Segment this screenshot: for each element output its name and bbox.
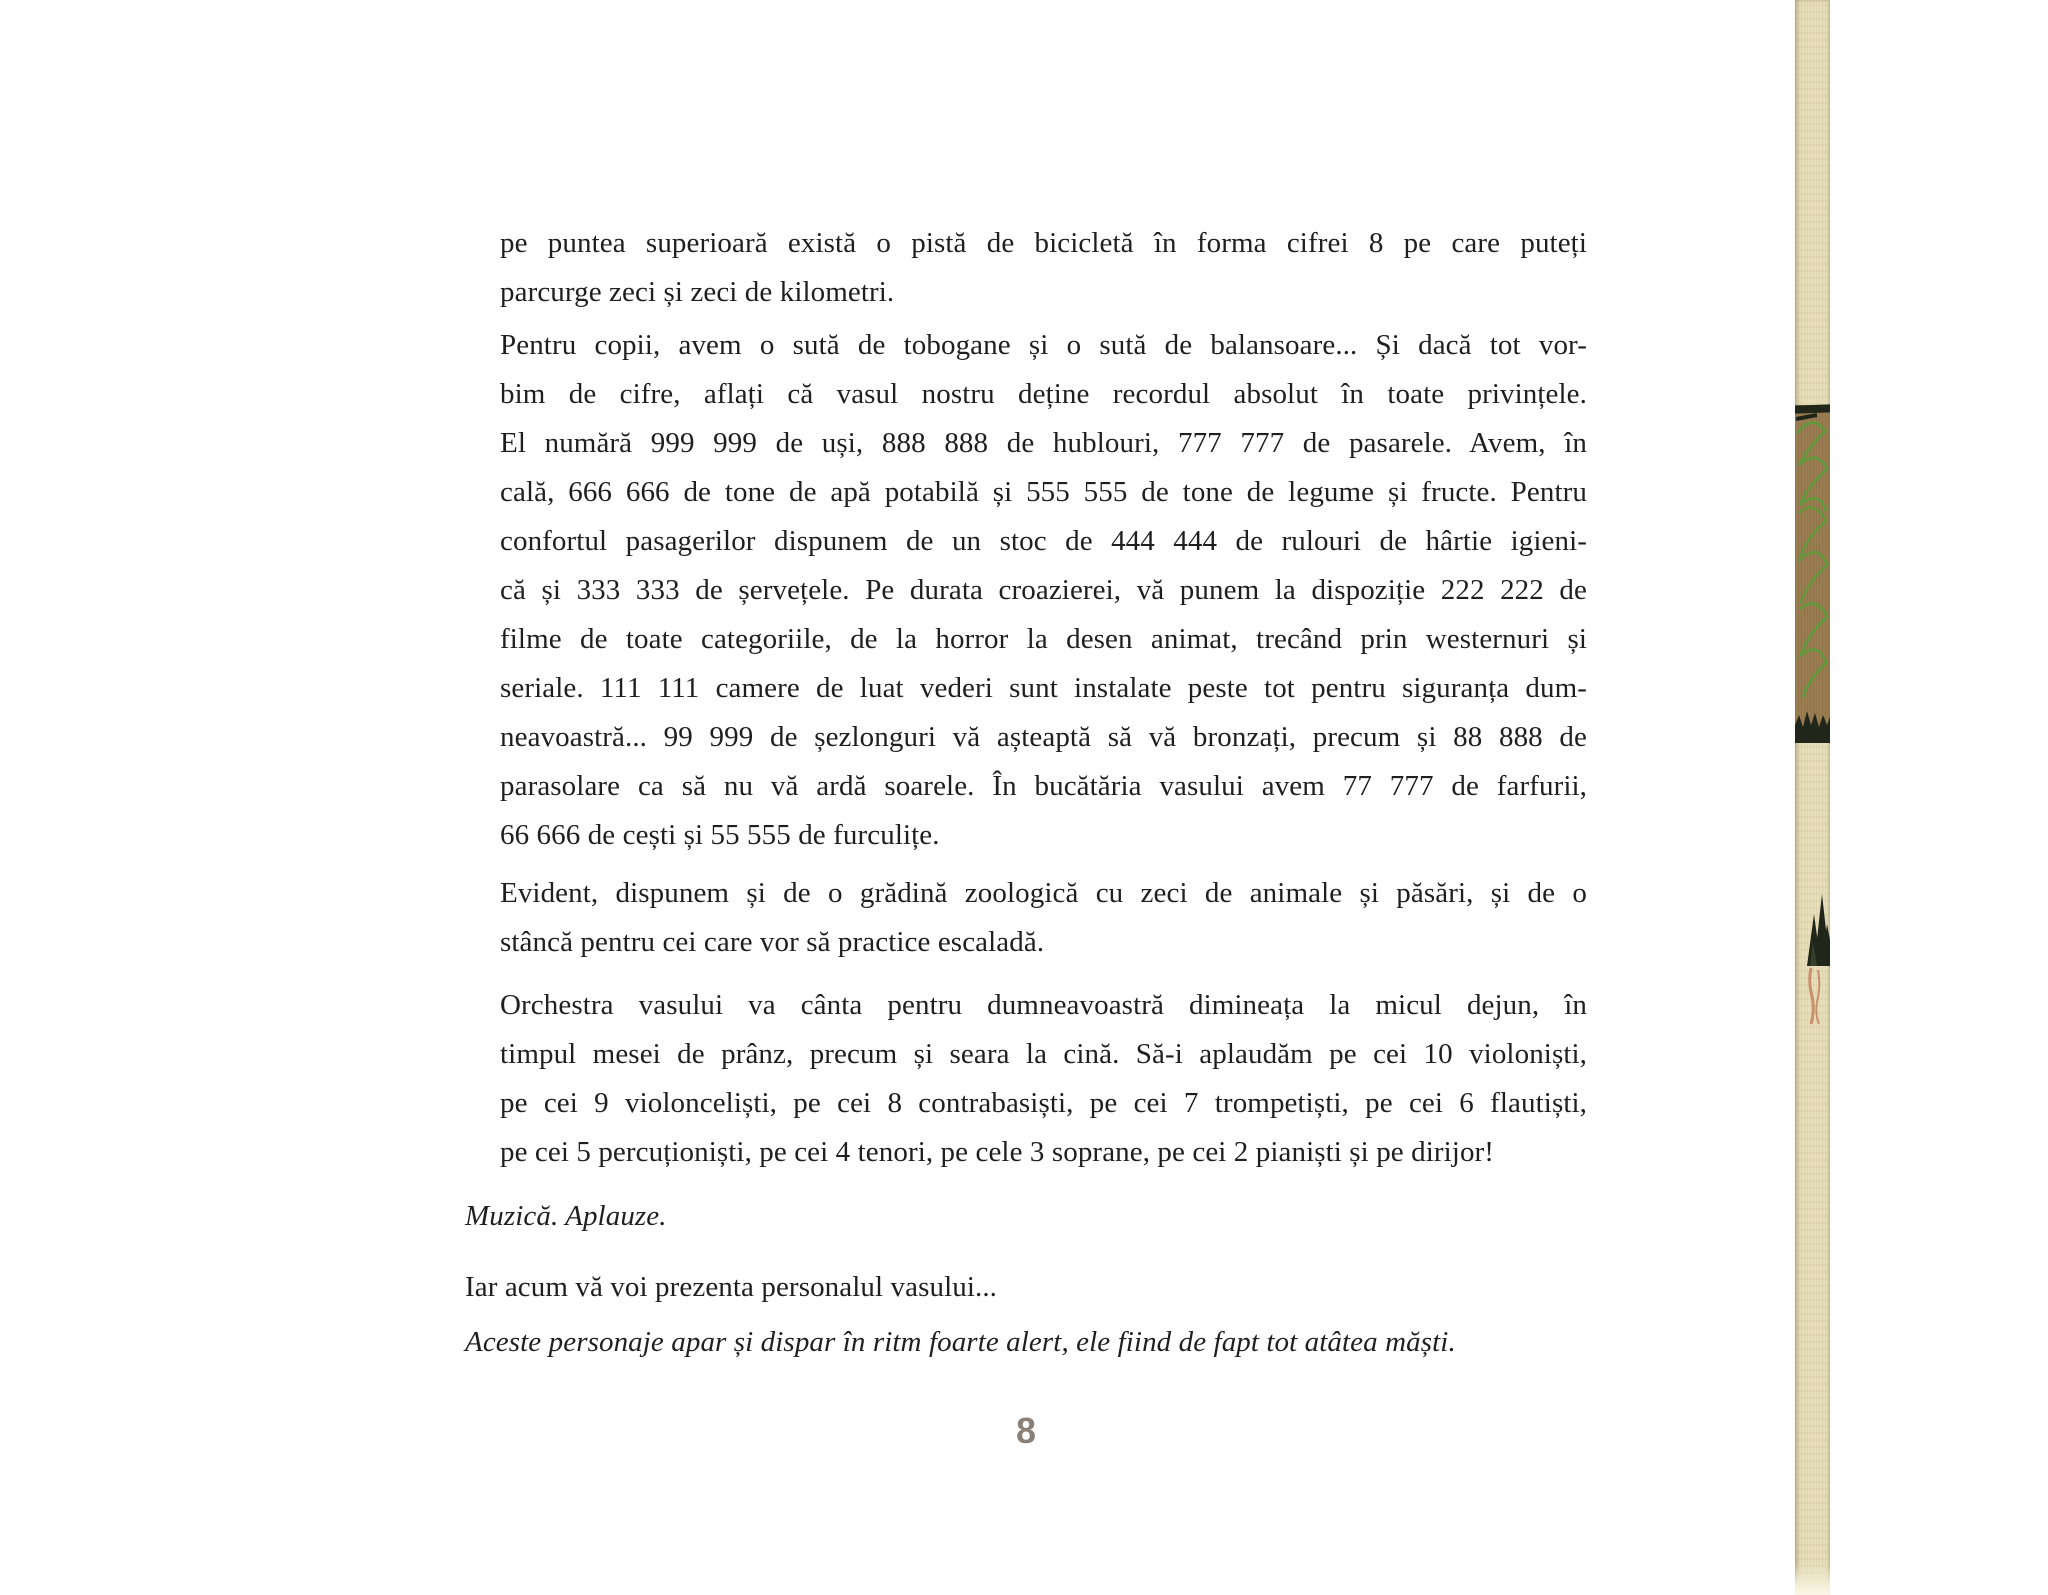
- text-line: Muzică. Aplauze.: [465, 1200, 667, 1232]
- text-line: neavoastră... 99 999 de șezlonguri vă așteaptă să vă bronzați, precum și 88 888 de: [500, 721, 1587, 753]
- text-line: Iar acum vă voi prezenta personalul vasului...: [465, 1271, 998, 1303]
- page-edge-strip: [1795, 0, 1830, 1595]
- text-line: că și 333 333 de șervețele. Pe durata croazierei, vă punem la dispoziție 222 222 de: [500, 574, 1587, 606]
- page-number: 8: [1015, 1410, 1037, 1451]
- paper-edge-bottom-highlight: [1795, 1563, 1830, 1595]
- text-line: timpul mesei de prânz, precum și seara la cină. Să-i aplaudăm pe cei 10 violoniști,: [500, 1038, 1587, 1070]
- text-line: Aceste personaje apar și dispar în ritm foarte alert, ele fiind de fapt tot atâtea măști.: [465, 1326, 1456, 1358]
- text-line: parasolare ca să nu vă ardă soarele. În bucătăria vasului avem 77 777 de farfurii,: [500, 770, 1587, 802]
- paragraph: [465, 1263, 1587, 1312]
- text-line: pe puntea superioară există o pistă de bicicletă în forma cifrei 8 pe care puteți: [500, 227, 1587, 259]
- text-line: Orchestra vasului va cânta pentru dumneavoastră dimineața la micul dejun, în: [500, 989, 1587, 1021]
- text-block: [465, 219, 1587, 1367]
- paragraph: [465, 1318, 1587, 1367]
- text-line: seriale. 111 111 camere de luat vederi sunt instalate peste tot pentru siguranța dum-: [500, 672, 1587, 704]
- illustration-bottom-border: [1795, 703, 1830, 743]
- text-line: 66 666 de cești și 55 555 de furculițe.: [500, 819, 940, 851]
- text-line: filme de toate categoriile, de la horror la desen animat, trecând prin westernuri și: [500, 623, 1587, 655]
- green-scribbles-illustration: [1795, 413, 1830, 703]
- text-line: pe cei 5 percuționiști, pe cei 4 tenori, pe cele 3 soprane, pe cei 2 pianiști și pe dirijor!: [500, 1136, 1495, 1168]
- paragraph: [465, 219, 1587, 317]
- paragraph: [465, 1192, 1587, 1241]
- text-line: cală, 666 666 de tone de apă potabilă și 555 555 de tone de legume și fructe. Pentru: [500, 476, 1587, 508]
- paragraph: [465, 869, 1587, 967]
- text-line: stâncă pentru cei care vor să practice escaladă.: [500, 926, 1045, 958]
- text-line: parcurge zeci și zeci de kilometri.: [500, 276, 895, 308]
- tree-silhouettes-illustration: [1795, 880, 1830, 966]
- text-line: Pentru copii, avem o sută de tobogane și o sută de balansoare... Și dacă tot vor-: [500, 329, 1587, 361]
- text-line: confortul pasagerilor dispunem de un stoc de 444 444 de rulouri de hârtie igieni-: [500, 525, 1587, 557]
- red-scribble-marks: [1795, 966, 1830, 1028]
- paragraph: [465, 981, 1587, 1177]
- text-line: bim de cifre, aflați că vasul nostru deține recordul absolut în toate privințele.: [500, 378, 1587, 410]
- illustration-block: [1795, 405, 1830, 743]
- text-line: El numără 999 999 de uși, 888 888 de hublouri, 777 777 de pasarele. Avem, în: [500, 427, 1587, 459]
- text-line: Evident, dispunem și de o grădină zoologică cu zeci de animale și păsări, și de o: [500, 877, 1587, 909]
- paragraph: [465, 321, 1587, 860]
- text-line: pe cei 9 violonceliști, pe cei 8 contrabasiști, pe cei 7 trompetiști, pe cei 6 flautiști,: [500, 1087, 1587, 1119]
